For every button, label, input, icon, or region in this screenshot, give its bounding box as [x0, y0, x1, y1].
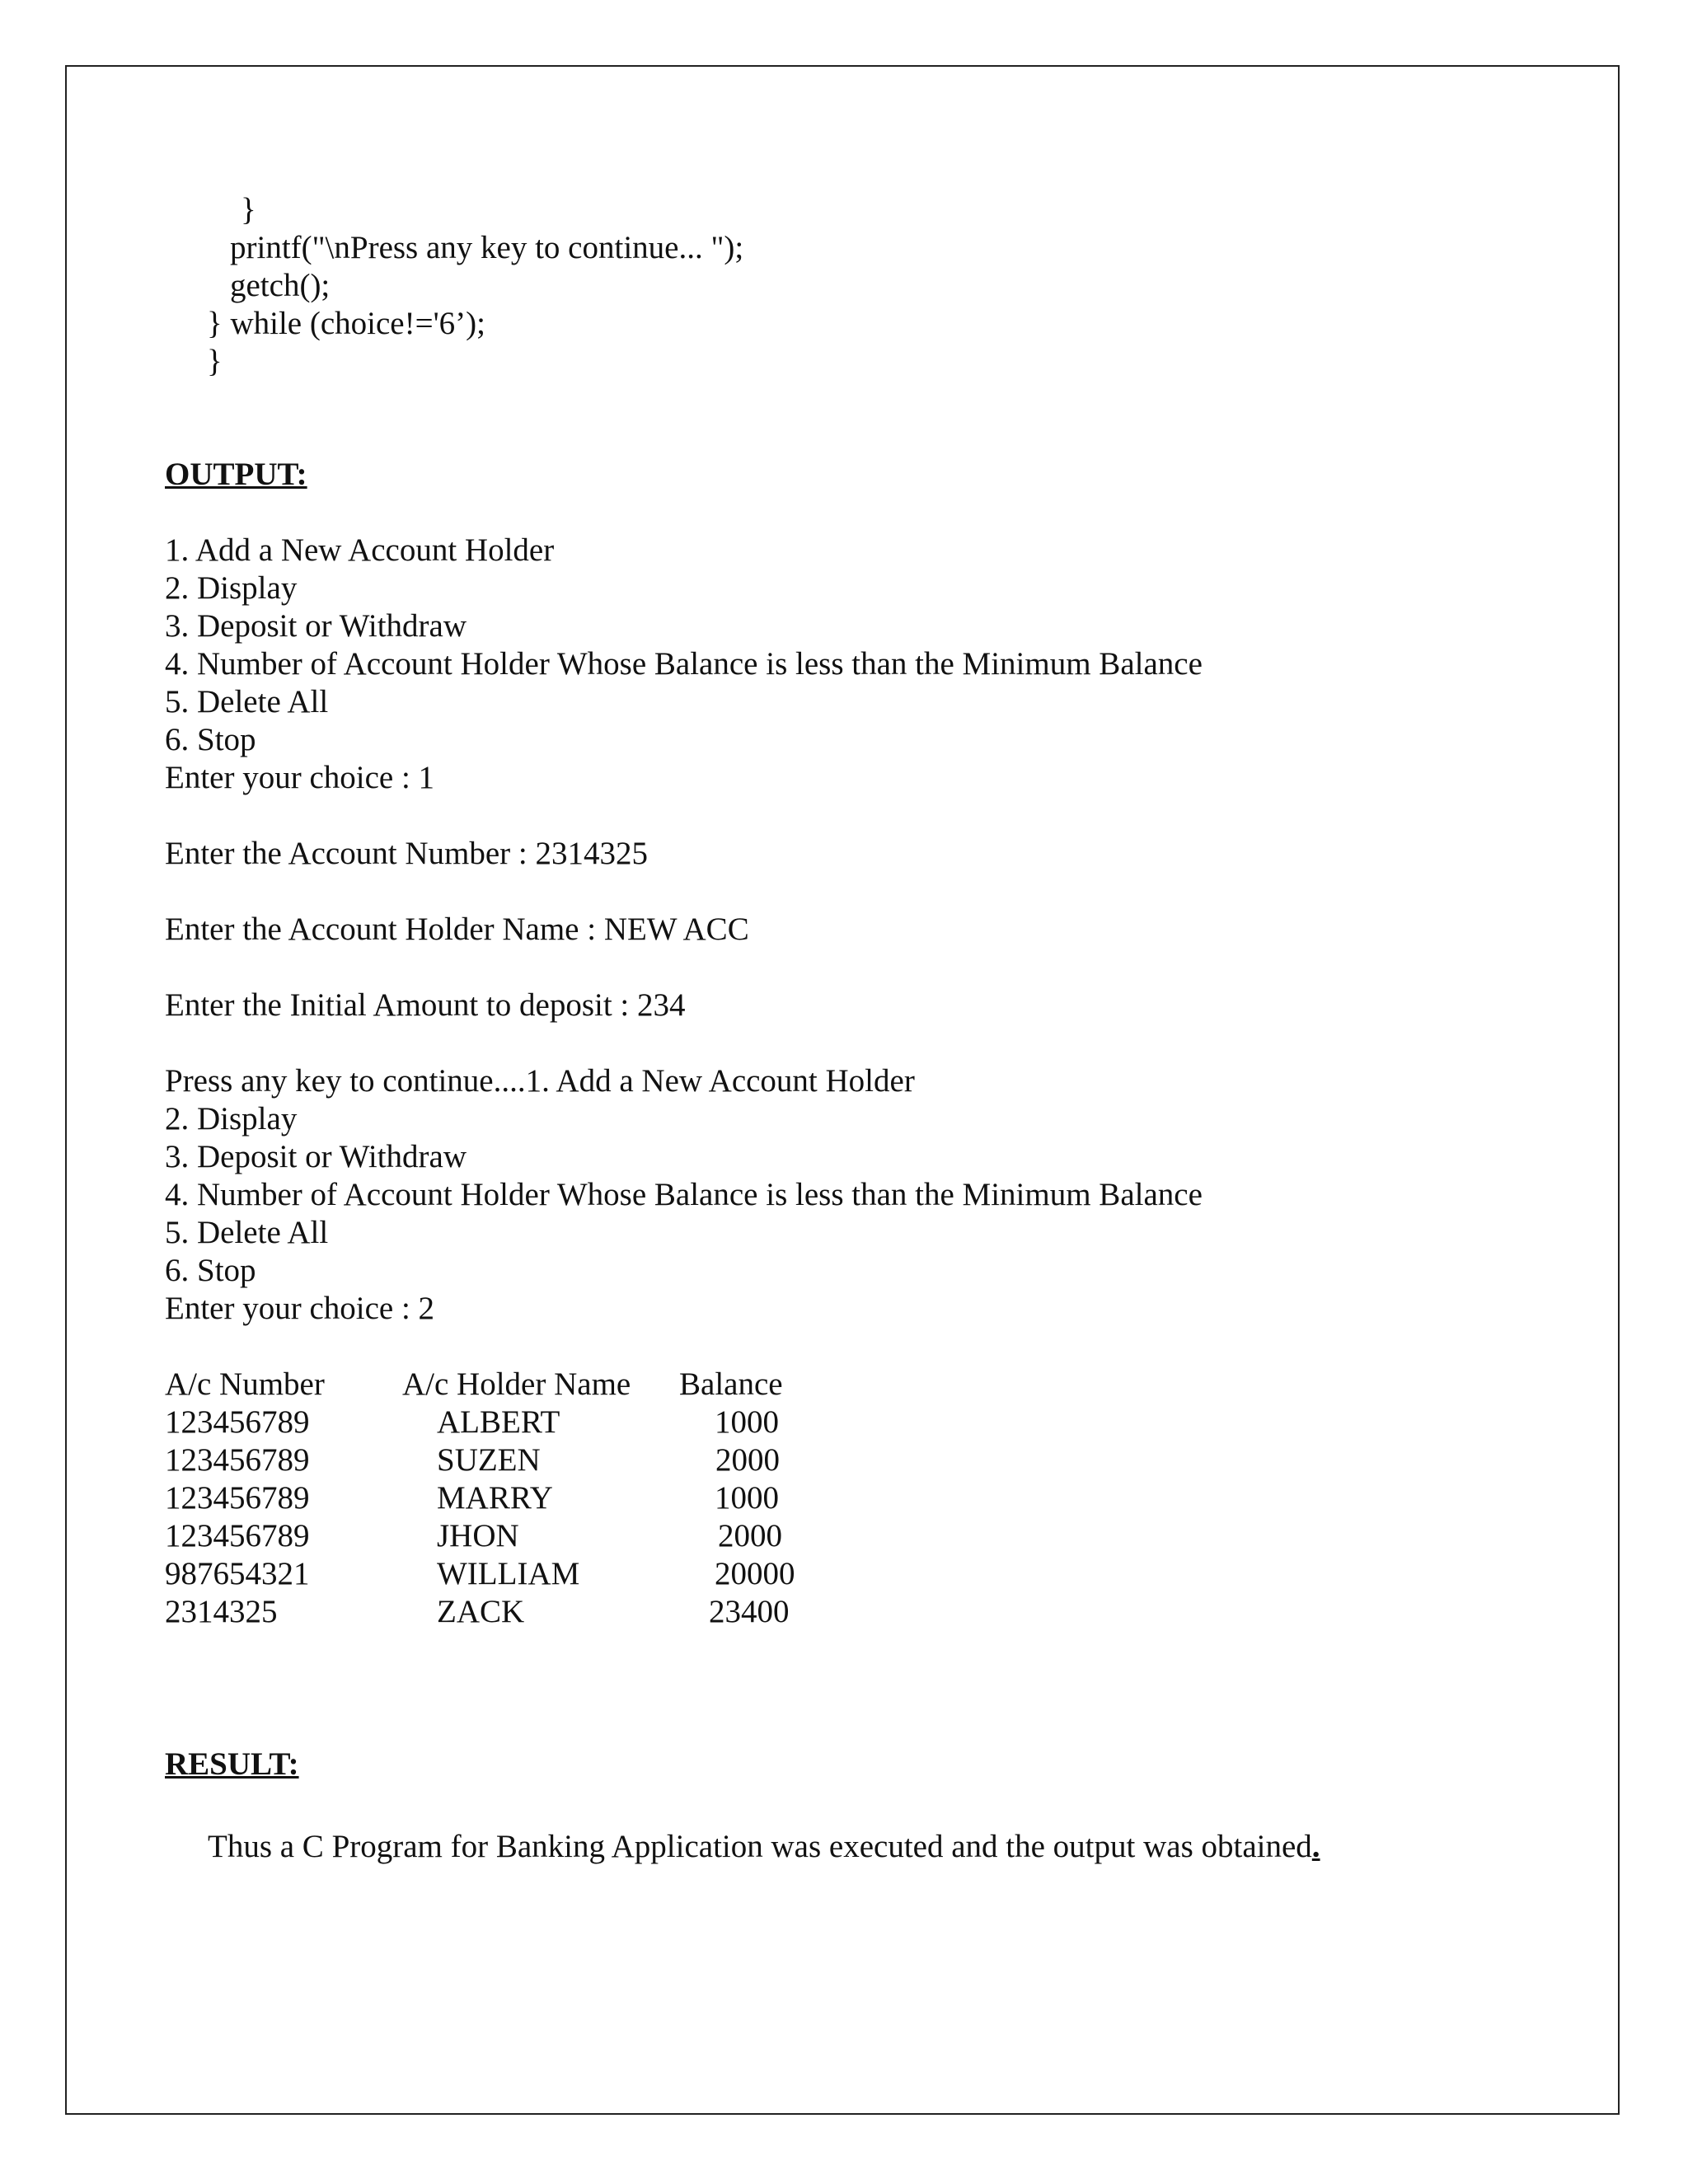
account-number-cell: 987654321: [165, 1556, 310, 1591]
code-printf-line: printf("\nPress any key to continue... ");: [230, 230, 744, 265]
choice-prompt-2: Enter your choice : 2: [165, 1291, 435, 1326]
holder-name-cell: WILLIAM: [437, 1556, 580, 1591]
menu-item-3-second: 3. Deposit or Withdraw: [165, 1139, 467, 1174]
holder-name-cell: MARRY: [437, 1480, 553, 1516]
holder-name-cell: JHON: [437, 1518, 519, 1554]
account-number-cell: 123456789: [165, 1518, 310, 1554]
result-period: .: [1311, 1829, 1320, 1864]
account-number-cell: 2314325: [165, 1594, 278, 1629]
balance-cell: 2000: [715, 1442, 780, 1478]
menu-item-6-second: 6. Stop: [165, 1253, 256, 1288]
code-do-while-close: } while (choice!='6’);: [207, 306, 485, 341]
output-heading: OUTPUT:: [165, 457, 307, 492]
balance-cell: 20000: [715, 1556, 795, 1591]
account-number-cell: 123456789: [165, 1480, 310, 1516]
table-header-balance: Balance: [679, 1366, 783, 1402]
choice-prompt-1: Enter your choice : 1: [165, 760, 435, 795]
holder-name-cell: ZACK: [437, 1594, 525, 1629]
holder-name-cell: ALBERT: [437, 1404, 560, 1440]
menu-item-2-second: 2. Display: [165, 1101, 298, 1137]
menu-item-2: 2. Display: [165, 570, 298, 606]
account-number-prompt: Enter the Account Number : 2314325: [165, 836, 648, 871]
code-getch-line: getch();: [230, 268, 331, 303]
menu-item-4: 4. Number of Account Holder Whose Balance is less than the Minimum Balance: [165, 646, 1203, 682]
continue-line: Press any key to continue....1. Add a New Account Holder: [165, 1063, 915, 1099]
menu-item-5-second: 5. Delete All: [165, 1215, 329, 1250]
balance-cell: 1000: [715, 1404, 779, 1440]
code-closing-brace-outer: }: [207, 344, 223, 379]
initial-amount-prompt: Enter the Initial Amount to deposit : 234: [165, 987, 686, 1023]
holder-name-prompt: Enter the Account Holder Name : NEW ACC: [165, 912, 749, 947]
table-header-holder-name: A/c Holder Name: [402, 1366, 631, 1402]
result-heading: RESULT:: [165, 1746, 299, 1782]
menu-item-3: 3. Deposit or Withdraw: [165, 608, 467, 644]
menu-item-4-second: 4. Number of Account Holder Whose Balance is less than the Minimum Balance: [165, 1177, 1203, 1212]
menu-item-1: 1. Add a New Account Holder: [165, 532, 555, 568]
table-header-account-number: A/c Number: [165, 1366, 325, 1402]
menu-item-6: 6. Stop: [165, 722, 256, 757]
code-closing-brace-inner: }: [241, 192, 256, 227]
result-text: Thus a C Program for Banking Application was executed and the output was obtained: [208, 1829, 1312, 1864]
balance-cell: 23400: [709, 1594, 790, 1629]
balance-cell: 2000: [718, 1518, 782, 1554]
result-sentence: [208, 1828, 1320, 1866]
menu-item-5: 5. Delete All: [165, 684, 329, 719]
account-number-cell: 123456789: [165, 1404, 310, 1440]
holder-name-cell: SUZEN: [437, 1442, 541, 1478]
account-number-cell: 123456789: [165, 1442, 310, 1478]
balance-cell: 1000: [715, 1480, 779, 1516]
